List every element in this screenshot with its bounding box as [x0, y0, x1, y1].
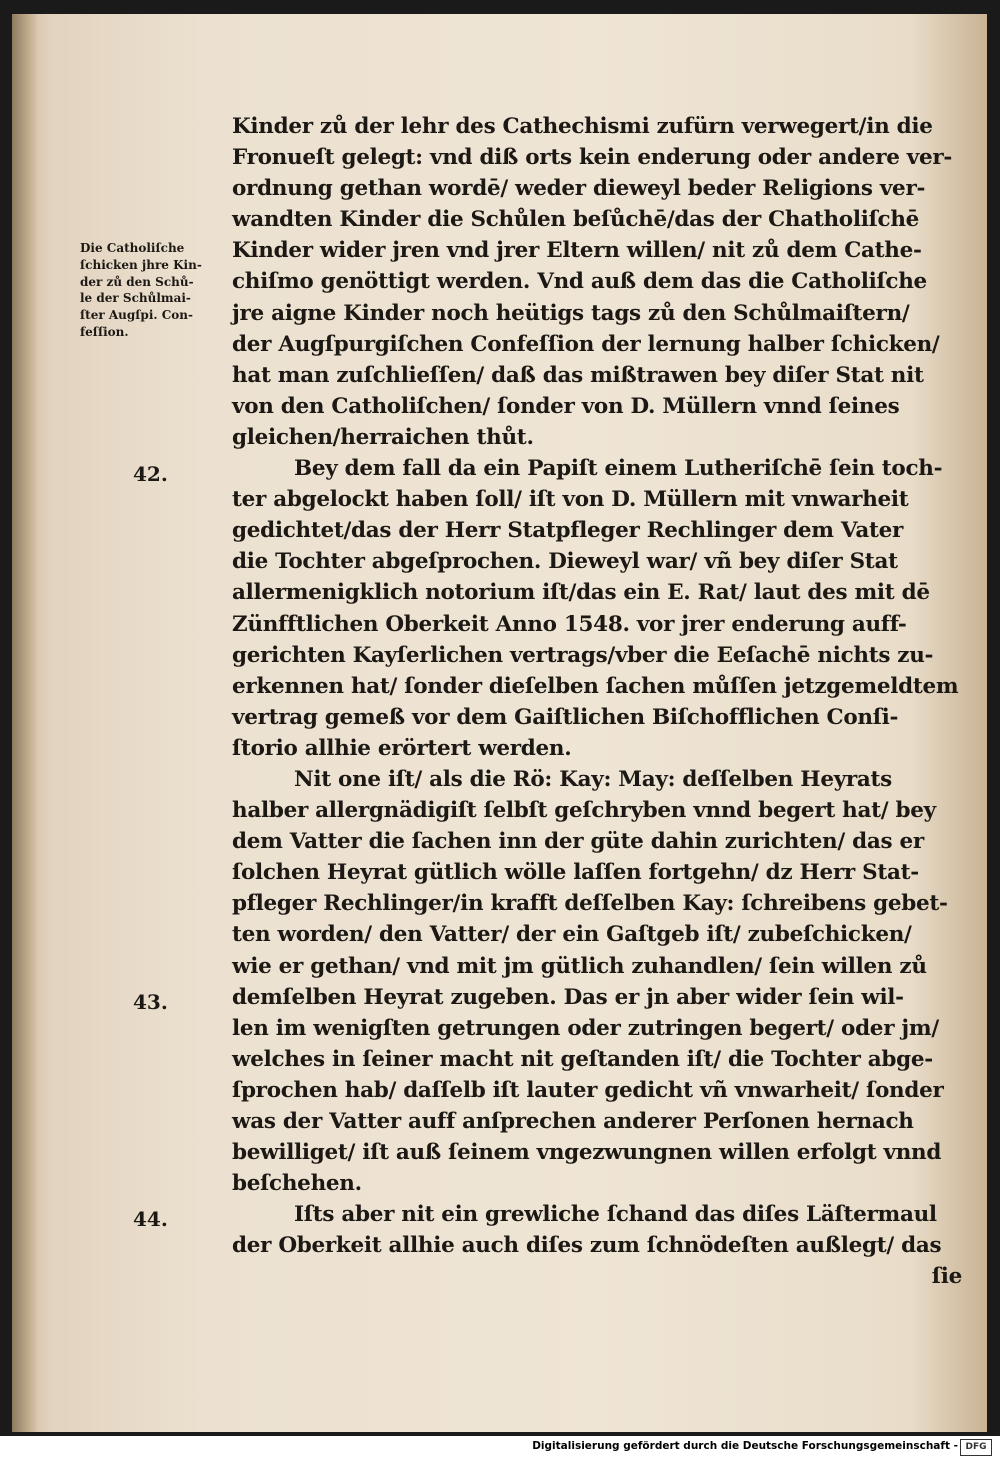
margin-note-line: ſter Augſpi. Con- [80, 308, 193, 323]
dfg-logo: DFG [960, 1439, 992, 1456]
text-line: hat man zuſchlieſſen/ daß das mißtrawen bey diſer Stat nit [232, 362, 924, 388]
text-line: wie er gethan/ vnd mit jm gütlich zuhandlen/ ſein willen zů [232, 953, 927, 979]
text-line: welches in ſeiner macht nit geſtanden iſt/ die Tochter abge- [232, 1046, 933, 1072]
text-line: chiſmo genöttigt werden. Vnd auß dem das die Catholiſche [232, 269, 927, 295]
text-line: Zünfftlichen Oberkeit Anno 1548. vor jrer enderung auff- [232, 611, 907, 637]
text-line: wandten Kinder die Schůlen beſůchē/das der Chatholiſchē [232, 207, 920, 233]
text-line: demſelben Heyrat zugeben. Das er jn aber wider ſein wil- [232, 984, 904, 1010]
margin-note-line: Die Catholiſche [80, 241, 185, 255]
text-line: der Oberkeit allhie auch diſes zum ſchnödeſten außlegt/ das [232, 1233, 942, 1259]
text-line: gerichten Kayſerlichen vertrags/vber die Eeſachē nichts zu- [232, 642, 934, 668]
text-line: Bey dem fall da ein Papiſt einem Lutheriſchē ſein toch- [294, 456, 943, 482]
text-line: pfleger Rechlinger/in krafft deſſelben Kay: ſchreibens gebet- [232, 891, 948, 917]
text-line: ſprochen hab/ daſſelb iſt lauter gedicht vñ vnwarheit/ ſonder [232, 1077, 944, 1103]
text-line: der Augſpurgiſchen Confeſſion der lernung halber ſchicken/ [232, 331, 940, 357]
body-text [232, 111, 962, 1293]
text-line: Kinder zů der lehr des Cathechismi zufürn verwegert/in die [232, 114, 933, 139]
text-line: Kinder wider jren vnd jrer Eltern willen/ nit zů dem Cathe- [232, 238, 922, 264]
text-line: ten worden/ den Vatter/ der ein Gaſtgeb iſt/ zubeſchicken/ [232, 922, 912, 948]
catchword: ſie [931, 1264, 962, 1290]
paragraph-number-43: 43. [133, 990, 168, 1014]
paragraph-number-42: 42. [133, 462, 168, 486]
digitization-credit: Digitalisierung gefördert durch die Deutsche Forschungsgemeinschaft - [532, 1440, 958, 1452]
paragraph-number-44: 44. [133, 1207, 168, 1231]
text-line: beſchehen. [232, 1171, 362, 1197]
text-line: ordnung gethan wordē/ weder dieweyl beder Religions ver- [232, 176, 926, 202]
margin-note-line: ſchicken jhre Kin- [80, 257, 202, 272]
text-line: Fronueſt gelegt: vnd diß orts kein enderung oder andere ver- [232, 145, 953, 171]
text-line: erkennen hat/ ſonder dieſelben ſachen můſſen jetzgemeldtem [232, 673, 959, 699]
text-line: bewilliget/ iſt auß ſeinem vngezwungnen willen erfolgt vnnd [232, 1140, 942, 1166]
text-line: halber allergnädigiſt ſelbſt geſchryben vnnd begert hat/ bey [232, 798, 936, 824]
footer-bar [0, 1436, 1000, 1460]
page-gutter-shadow [12, 14, 38, 1432]
text-line: gleichen/herraichen thůt. [232, 424, 534, 450]
text-line: Nit one iſt/ als die Rö: Kay: May: deſſelben Heyrats [294, 766, 892, 792]
margin-note-line: le der Schůlmai- [80, 291, 191, 306]
text-line: Iſts aber nit ein grewliche ſchand das diſes Läſtermaul [294, 1202, 937, 1228]
text-line: ter abgelockt haben ſoll/ iſt von D. Müllern mit vnwarheit [232, 487, 909, 513]
text-line: vertrag gemeß vor dem Gaiſtlichen Biſchofflichen Conſi- [232, 704, 899, 730]
text-line: was der Vatter auff anſprechen anderer Perſonen hernach [232, 1109, 914, 1134]
margin-note [80, 240, 230, 341]
text-line: gedichtet/das der Herr Statpfleger Rechlinger dem Vater [232, 518, 903, 544]
margin-note-line: feſſion. [80, 324, 129, 339]
text-line: ſolchen Heyrat gütlich wölle laſſen fortgehn/ dz Herr Stat- [232, 860, 919, 886]
text-line: allermenigklich notorium iſt/das ein E. Rat/ laut des mit dē [232, 580, 930, 606]
text-line: von den Catholiſchen/ ſonder von D. Müllern vnnd ſeines [232, 393, 900, 419]
text-line: ſtorio allhie erörtert werden. [232, 735, 572, 761]
text-line: dem Vatter die ſachen inn der güte dahin zurichten/ das er [232, 829, 924, 855]
text-line: jre aigne Kinder noch heütigs tags zů den Schůlmaiſtern/ [232, 300, 910, 326]
margin-note-line: der zů den Schů- [80, 274, 194, 289]
text-line: die Tochter abgeſprochen. Dieweyl war/ vñ bey diſer Stat [232, 549, 898, 575]
text-line: len im wenigſten getrungen oder zutringen begert/ oder jm/ [232, 1015, 939, 1041]
